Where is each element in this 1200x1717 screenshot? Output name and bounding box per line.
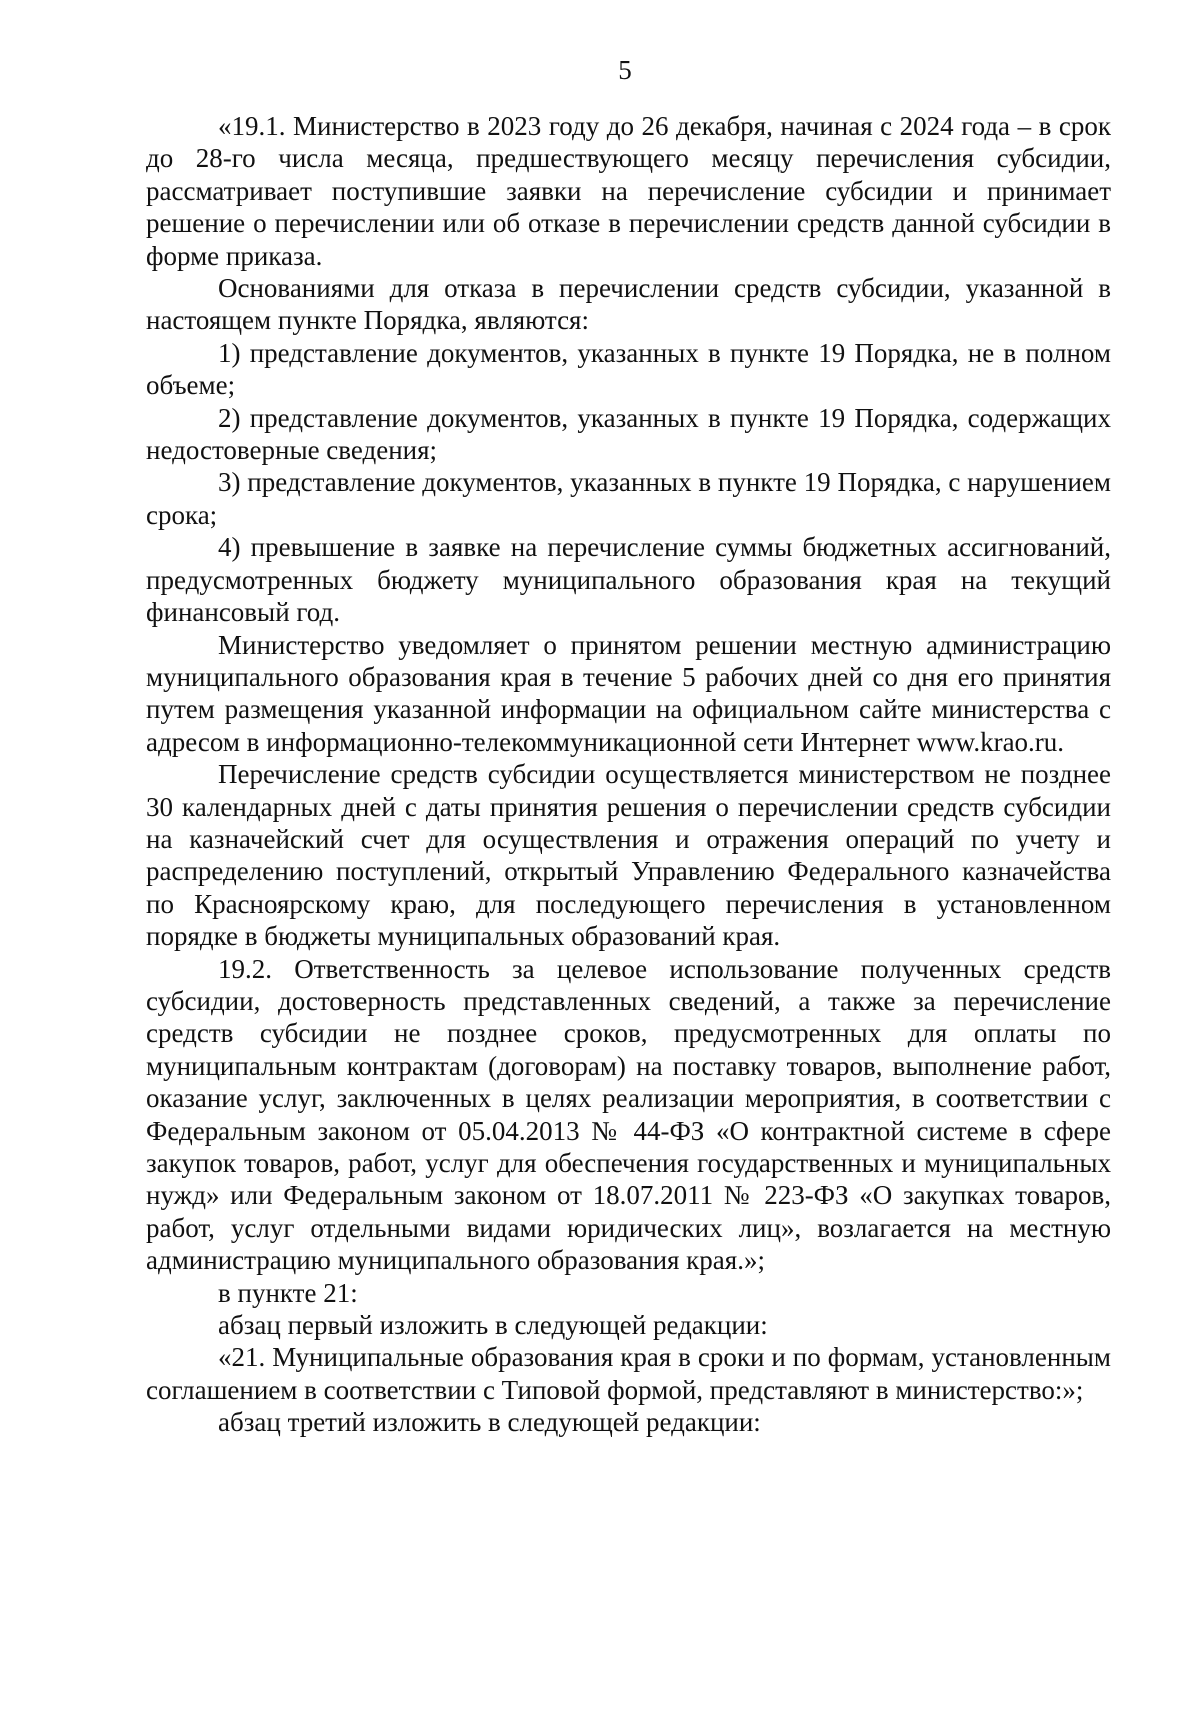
paragraph-21: «21. Муниципальные образования края в сроки и по формам, установленным соглашением в соответствии с Типовой формой, представляют в министерство:»;	[146, 1342, 1111, 1405]
paragraph-first-abzac: абзац первый изложить в следующей редакции:	[218, 1310, 768, 1341]
paragraph-notification: Министерство уведомляет о принятом решении местную администрацию муниципального образования края в течение 5 рабочих дней со дня его принятия путем размещения указанной информации на официальном сайте министерства с адресом в информационно-телекоммуникационной сети Интернет www.krao.ru.	[146, 629, 1111, 757]
paragraph-transfer: Перечисление средств субсидии осуществляется министерством не позднее 30 календарных дней с даты принятия решения о перечислении средств субсидии на казначейский счет для осуществления и отражения операций по учету и распределению поступлений, открытый Управлению Федерального казначейства по Красноярскому краю, для последующего перечисления в установленном порядке в бюджеты муниципальных образований края.	[146, 759, 1111, 952]
list-item-4: 4) превышение в заявке на перечисление суммы бюджетных ассигнований, предусмотренных бюджету муниципального образования края на текущий финансовый год.	[146, 532, 1111, 628]
list-item-3: 3) представление документов, указанных в пункте 19 Порядка, с нарушением срока;	[146, 467, 1111, 530]
paragraph-third-abzac: абзац третий изложить в следующей редакции:	[218, 1407, 761, 1438]
paragraph-19-2: 19.2. Ответственность за целевое использование полученных средств субсидии, достоверность представленных сведений, а также за перечисление средств субсидии не позднее сроков, предусмотренных для оплаты по муниципальным контрактам (договорам) на поставку товаров, выполнение работ, оказание услуг, заключенных в целях реализации мероприятия, в соответствии с Федеральным законом от 05.04.2013 № 44-ФЗ «О контрактной системе в сфере закупок товаров, работ, услуг для обеспечения государственных и муниципальных нужд» или Федеральным законом от 18.07.2011 № 223-ФЗ «О закупках товаров, работ, услуг отдельными видами юридических лиц», возлагается на местную администрацию муниципального образования края.»;	[146, 953, 1111, 1276]
paragraph-point-21: в пункте 21:	[218, 1277, 358, 1308]
list-item-2: 2) представление документов, указанных в пункте 19 Порядка, содержащих недостоверные сведения;	[146, 402, 1111, 466]
page-number: 5	[618, 55, 632, 85]
document-body	[146, 110, 1111, 1439]
list-item-1: 1) представление документов, указанных в пункте 19 Порядка, не в полном объеме;	[146, 337, 1111, 401]
paragraph-refusal-grounds: Основаниями для отказа в перечислении средств субсидии, указанной в настоящем пункте Порядка, являются:	[146, 273, 1111, 336]
paragraph-19-1: «19.1. Министерство в 2023 году до 26 декабря, начиная с 2024 года – в срок до 28-го числа месяца, предшествующего месяцу перечисления субсидии, рассматривает поступившие заявки на перечисление субсидии и принимает решение о перечислении или об отказе в перечислении средств данной субсидии в форме приказа.	[146, 111, 1111, 271]
